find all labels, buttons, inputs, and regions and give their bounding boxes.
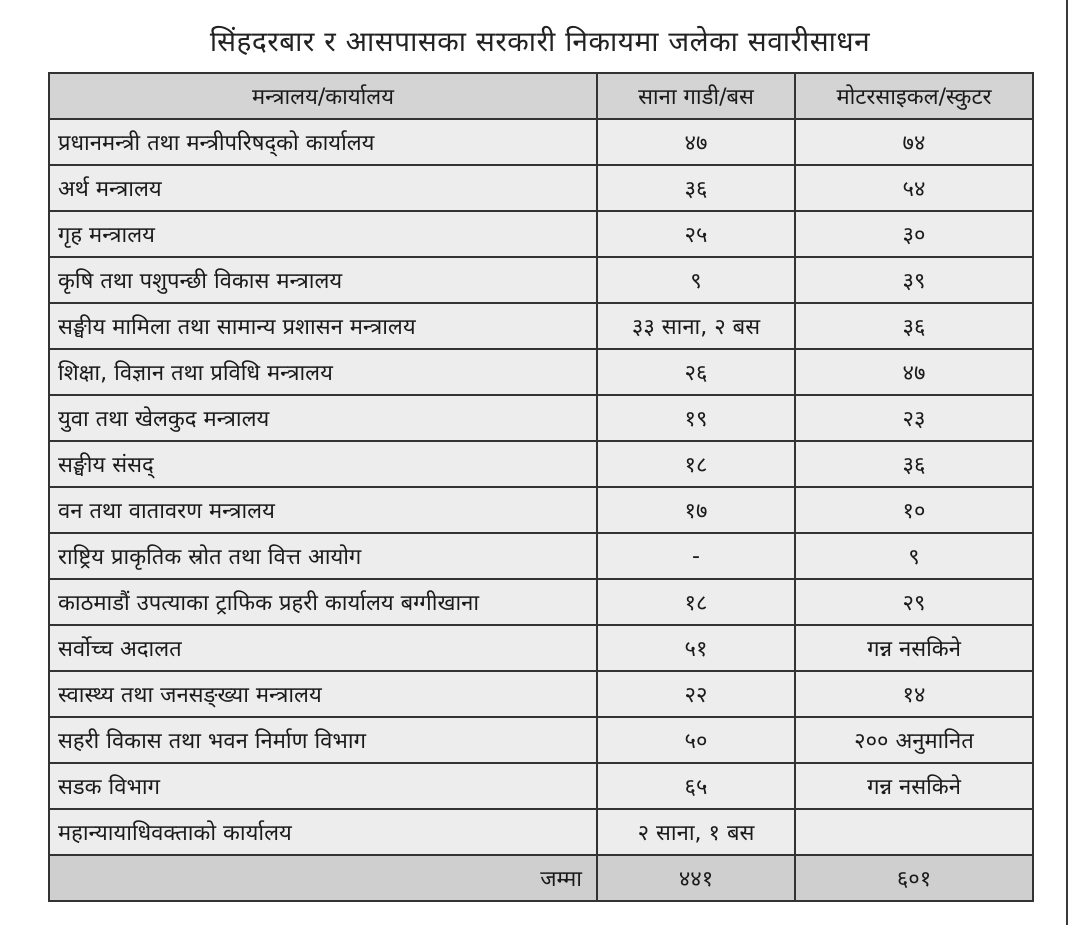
bikes-cell: ९ [795, 533, 1033, 579]
cars-cell: २६ [597, 349, 795, 395]
bikes-cell: ७४ [795, 119, 1033, 165]
cars-cell: ५१ [597, 625, 795, 671]
office-cell: युवा तथा खेलकुद मन्त्रालय [49, 395, 597, 441]
cars-cell: ४७ [597, 119, 795, 165]
bikes-cell: २९ [795, 579, 1033, 625]
cars-cell: १९ [597, 395, 795, 441]
total-label: जम्मा [49, 855, 597, 901]
table-row [49, 395, 1033, 441]
bikes-cell: ३६ [795, 441, 1033, 487]
cars-cell: १८ [597, 579, 795, 625]
total-cars: ४४१ [597, 855, 795, 901]
office-cell: सङ्घीय संसद् [49, 441, 597, 487]
table-row [49, 211, 1033, 257]
bikes-cell: ३९ [795, 257, 1033, 303]
table-row [49, 303, 1033, 349]
page-border-rule [1066, 0, 1068, 925]
column-header-cars: साना गाडी/बस [597, 73, 795, 119]
office-cell: कृषि तथा पशुपन्छी विकास मन्त्रालय [49, 257, 597, 303]
office-cell: सर्वोच्च अदालत [49, 625, 597, 671]
office-cell: शिक्षा, विज्ञान तथा प्रविधि मन्त्रालय [49, 349, 597, 395]
bikes-cell: गन्न नसकिने [795, 763, 1033, 809]
bikes-cell: १४ [795, 671, 1033, 717]
cars-cell: २२ [597, 671, 795, 717]
office-cell: राष्ट्रिय प्राकृतिक स्रोत तथा वित्त आयोग [49, 533, 597, 579]
table-row [49, 763, 1033, 809]
bikes-cell: १० [795, 487, 1033, 533]
column-header-bikes: मोटरसाइकल/स्कुटर [795, 73, 1033, 119]
total-bikes: ६०१ [795, 855, 1033, 901]
table-row [49, 625, 1033, 671]
office-cell: काठमाडौं उपत्याका ट्राफिक प्रहरी कार्यालय बग्गीखाना [49, 579, 597, 625]
bikes-cell: ५४ [795, 165, 1033, 211]
vehicles-table [48, 72, 1034, 902]
office-cell: प्रधानमन्त्री तथा मन्त्रीपरिषद्को कार्यालय [49, 119, 597, 165]
office-cell: स्वास्थ्य तथा जनसङ्ख्या मन्त्रालय [49, 671, 597, 717]
cars-cell: ९ [597, 257, 795, 303]
header-row [49, 73, 1033, 119]
office-cell: सङ्घीय मामिला तथा सामान्य प्रशासन मन्त्रालय [49, 303, 597, 349]
bikes-cell: ३० [795, 211, 1033, 257]
bikes-cell: ३६ [795, 303, 1033, 349]
column-header-office: मन्त्रालय/कार्यालय [49, 73, 597, 119]
cars-cell: ६५ [597, 763, 795, 809]
bikes-cell [795, 809, 1033, 855]
cars-cell: ३६ [597, 165, 795, 211]
table-row [49, 533, 1033, 579]
bikes-cell: गन्न नसकिने [795, 625, 1033, 671]
cars-cell: २ साना, १ बस [597, 809, 795, 855]
table-row [49, 487, 1033, 533]
table-title: सिंहदरबार र आसपासका सरकारी निकायमा जलेका सवारीसाधन [209, 25, 871, 58]
table-row [49, 671, 1033, 717]
office-cell: वन तथा वातावरण मन्त्रालय [49, 487, 597, 533]
cars-cell: - [597, 533, 795, 579]
table-row [49, 119, 1033, 165]
table-row [49, 257, 1033, 303]
table-row [49, 579, 1033, 625]
office-cell: अर्थ मन्त्रालय [49, 165, 597, 211]
office-cell: महान्यायाधिवक्ताको कार्यालय [49, 809, 597, 855]
cars-cell: ५० [597, 717, 795, 763]
table-row [49, 809, 1033, 855]
office-cell: गृह मन्त्रालय [49, 211, 597, 257]
table-row [49, 349, 1033, 395]
bikes-cell: २३ [795, 395, 1033, 441]
cars-cell: २५ [597, 211, 795, 257]
cars-cell: ३३ साना, २ बस [597, 303, 795, 349]
cars-cell: १८ [597, 441, 795, 487]
office-cell: सहरी विकास तथा भवन निर्माण विभाग [49, 717, 597, 763]
bikes-cell: २०० अनुमानित [795, 717, 1033, 763]
total-row [49, 855, 1033, 901]
bikes-cell: ४७ [795, 349, 1033, 395]
cars-cell: १७ [597, 487, 795, 533]
table-row [49, 165, 1033, 211]
office-cell: सडक विभाग [49, 763, 597, 809]
table-row [49, 717, 1033, 763]
table-row [49, 441, 1033, 487]
